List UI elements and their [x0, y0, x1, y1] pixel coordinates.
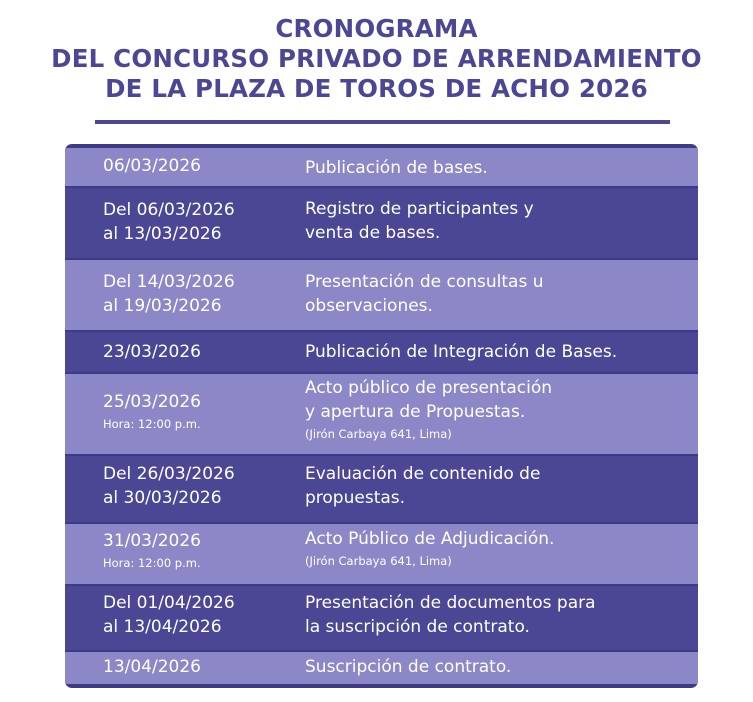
date-line: Del 01/04/2026: [103, 593, 235, 613]
row-description: [305, 340, 617, 364]
row-date: [103, 270, 235, 318]
row-date: [103, 390, 201, 432]
row-date: [103, 462, 235, 510]
title-underline: [95, 120, 670, 124]
date-line: 31/03/2026: [103, 531, 201, 551]
schedule-row: [65, 374, 698, 454]
desc-line: Suscripción de contrato.: [305, 657, 512, 677]
desc-line: Presentación de consultas u: [305, 272, 544, 292]
date-line: Del 14/03/2026: [103, 272, 235, 292]
date-line: Del 06/03/2026: [103, 200, 235, 220]
row-date: [103, 154, 201, 178]
desc-line: Presentación de documentos para: [305, 593, 596, 613]
desc-line: Publicación de bases.: [305, 158, 488, 178]
title-line-3: DE LA PLAZA DE TOROS DE ACHO 2026: [105, 74, 648, 103]
date-line: 13/04/2026: [103, 657, 201, 677]
desc-line: y apertura de Propuestas.: [305, 402, 526, 422]
schedule-row: [65, 148, 698, 186]
schedule-title: [0, 14, 753, 104]
desc-line: venta de bases.: [305, 223, 441, 243]
schedule-table: [65, 144, 698, 688]
desc-line: la suscripción de contrato.: [305, 617, 530, 637]
row-description: [305, 197, 534, 245]
desc-line: Evaluación de contenido de: [305, 464, 541, 484]
date-line: al 19/03/2026: [103, 296, 222, 316]
schedule-row: [65, 260, 698, 330]
desc-line: Acto público de presentación: [305, 378, 553, 398]
title-line-2: DEL CONCURSO PRIVADO DE ARRENDAMIENTO: [51, 44, 702, 73]
row-description: [305, 655, 511, 679]
row-date: [103, 198, 235, 246]
row-description: [305, 270, 544, 318]
schedule-row: [65, 456, 698, 522]
date-line: 25/03/2026: [103, 392, 201, 412]
row-description: [305, 527, 554, 569]
desc-line: Publicación de Integración de Bases.: [305, 342, 618, 362]
row-description: [305, 156, 488, 180]
schedule-row: [65, 586, 698, 650]
schedule-row: [65, 188, 698, 258]
row-date: [103, 591, 235, 639]
date-line: al 30/03/2026: [103, 488, 222, 508]
date-line: Del 26/03/2026: [103, 464, 235, 484]
location-note: (Jirón Carbaya 641, Lima): [305, 554, 452, 568]
row-date: [103, 340, 201, 364]
row-description: [305, 376, 552, 442]
date-line: 23/03/2026: [103, 342, 201, 362]
row-date: [103, 529, 201, 571]
date-line: al 13/03/2026: [103, 224, 222, 244]
desc-line: Registro de participantes y: [305, 199, 534, 219]
row-description: [305, 591, 596, 639]
title-line-1: CRONOGRAMA: [275, 14, 478, 43]
row-date: [103, 655, 201, 679]
schedule-row: [65, 332, 698, 372]
date-line: al 13/04/2026: [103, 617, 222, 637]
schedule-row: [65, 652, 698, 684]
location-note: (Jirón Carbaya 641, Lima): [305, 427, 452, 441]
time-note: Hora: 12:00 p.m.: [103, 556, 201, 570]
schedule-row: [65, 524, 698, 584]
desc-line: observaciones.: [305, 296, 433, 316]
time-note: Hora: 12:00 p.m.: [103, 417, 201, 431]
date-line: 06/03/2026: [103, 156, 201, 176]
desc-line: Acto Público de Adjudicación.: [305, 529, 555, 549]
row-description: [305, 462, 540, 510]
desc-line: propuestas.: [305, 488, 406, 508]
